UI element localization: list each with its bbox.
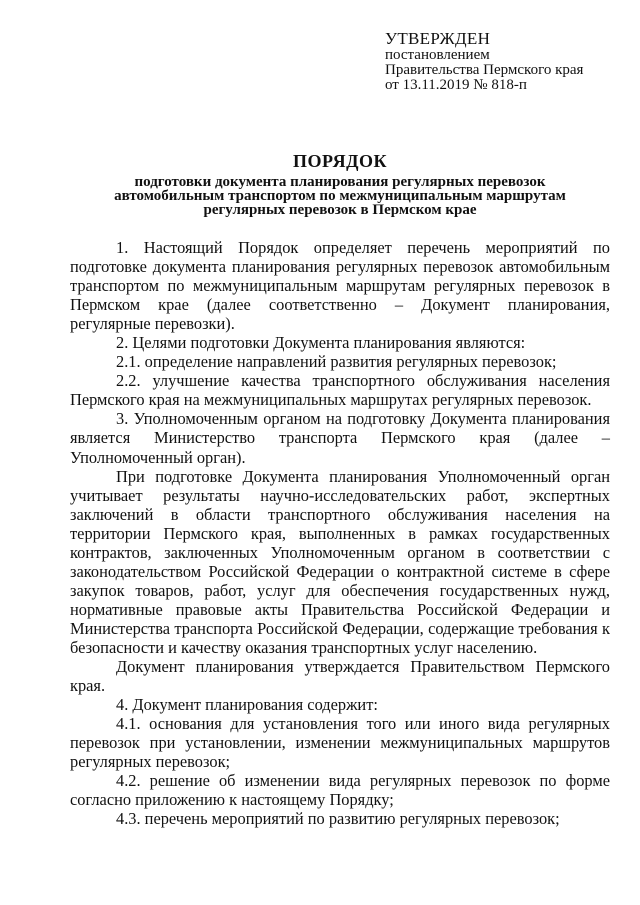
- paragraph-approval-note: Документ планирования утверждается Правительством Пермского края.: [70, 657, 610, 696]
- subtitle-line-3: регулярных перевозок в Пермском крае: [203, 202, 477, 218]
- approval-line-3: от 13.11.2019 № 818-п: [385, 77, 527, 93]
- subtitle-line-1: подготовки документа планирования регулярных перевозок: [134, 174, 546, 190]
- paragraph-4-2: 4.2. решение об изменении вида регулярных перевозок по форме согласно приложению к настоящему Порядку;: [70, 771, 610, 810]
- paragraph-4-1: 4.1. основания для установления того или иного вида регулярных перевозок при установлении, изменении межмуниципальных маршрутов регулярных перевозок;: [70, 714, 610, 772]
- paragraph-2: 2. Целями подготовки Документа планирования являются:: [116, 333, 526, 353]
- paragraph-1: 1. Настоящий Порядок определяет перечень мероприятий по подготовке документа планирования регулярных перевозок автомобильным транспортом по межмуниципальным маршрутам регулярных перевозок в Пермском крае (далее соответственно – Документ планирования, регулярные перевозки).: [70, 238, 610, 334]
- subtitle-line-2: автомобильным транспортом по межмуниципальным маршрутам: [114, 188, 566, 204]
- approval-stamp: [385, 30, 625, 93]
- document-subtitle: [70, 175, 610, 217]
- paragraph-3-details: При подготовке Документа планирования Уполномоченный орган учитывает результаты научно-исследовательских работ, экспертных заключений в области транспортного обслуживания населения на территории Пермского края, выполненных в рамках государственных контрактов, заключенных Уполномоченным органом в соответствии с законодательством Российской Федерации о контрактной системе в сфере закупок товаров, работ, услуг для обеспечения государственных нужд, нормативные правовые акты Правительства Российской Федерации и Министерства транспорта Российской Федерации, содержащие требования к безопасности и качеству оказания транспортных услуг населению.: [70, 466, 610, 657]
- document-title: ПОРЯДОК: [292, 151, 388, 171]
- approval-line-1: постановлением: [385, 47, 490, 63]
- approval-title: УТВЕРЖДЕН: [385, 29, 491, 48]
- paragraph-2-1: 2.1. определение направлений развития регулярных перевозок;: [116, 352, 557, 372]
- paragraph-2-2: 2.2. улучшение качества транспортного обслуживания населения Пермского края на межмуниципальных маршрутах регулярных перевозок.: [70, 371, 610, 410]
- paragraph-4-3: 4.3. перечень мероприятий по развитию регулярных перевозок;: [116, 809, 560, 829]
- approval-line-2: Правительства Пермского края: [385, 62, 584, 78]
- document-body: [70, 238, 610, 828]
- paragraph-4: 4. Документ планирования содержит:: [116, 695, 378, 715]
- paragraph-3: 3. Уполномоченным органом на подготовку Документа планирования является Министерство транспорта Пермского края (далее – Уполномоченный орган).: [70, 409, 610, 467]
